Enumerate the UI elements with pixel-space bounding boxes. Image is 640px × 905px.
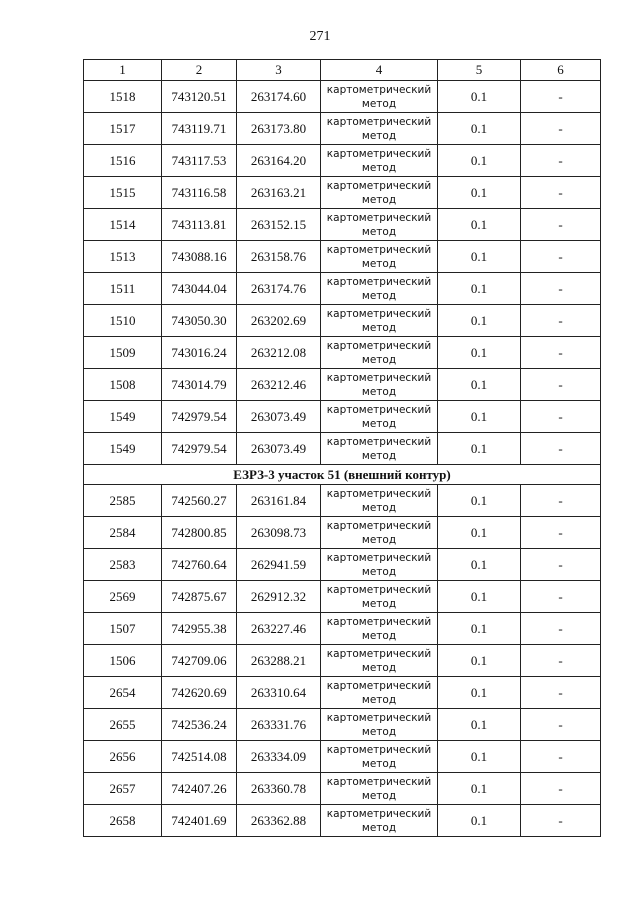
method-line-1: картометрический xyxy=(326,711,432,724)
method-line-2: метод xyxy=(361,129,397,142)
table-row xyxy=(84,433,601,465)
point-id-cell: 1508 xyxy=(84,369,162,401)
method-line-2: метод xyxy=(361,789,397,802)
note-cell: - xyxy=(521,485,601,517)
method-cell xyxy=(321,209,438,241)
x-coordinate-cell: 742979.54 xyxy=(162,433,237,465)
note-cell: - xyxy=(521,145,601,177)
method-cell xyxy=(321,433,438,465)
x-coordinate-cell: 742401.69 xyxy=(162,805,237,837)
point-id-cell: 1507 xyxy=(84,613,162,645)
note-cell: - xyxy=(521,549,601,581)
x-coordinate-cell: 743119.71 xyxy=(162,113,237,145)
method-line-2: метод xyxy=(361,821,397,834)
accuracy-cell: 0.1 xyxy=(438,741,521,773)
x-coordinate-cell: 742760.64 xyxy=(162,549,237,581)
note-cell: - xyxy=(521,369,601,401)
table-header-row xyxy=(84,60,601,81)
point-id-cell: 1506 xyxy=(84,645,162,677)
point-id-cell: 1509 xyxy=(84,337,162,369)
method-cell xyxy=(321,337,438,369)
header-cell: 2 xyxy=(162,60,237,81)
method-line-1: картометрический xyxy=(326,551,432,564)
method-line-1: картометрический xyxy=(326,487,432,500)
table-row xyxy=(84,209,601,241)
method-cell xyxy=(321,485,438,517)
y-coordinate-cell: 263152.15 xyxy=(237,209,321,241)
note-cell: - xyxy=(521,805,601,837)
method-cell xyxy=(321,369,438,401)
x-coordinate-cell: 742979.54 xyxy=(162,401,237,433)
table-row xyxy=(84,369,601,401)
method-line-2: метод xyxy=(361,257,397,270)
y-coordinate-cell: 263161.84 xyxy=(237,485,321,517)
method-cell xyxy=(321,581,438,613)
accuracy-cell: 0.1 xyxy=(438,433,521,465)
x-coordinate-cell: 743050.30 xyxy=(162,305,237,337)
method-cell xyxy=(321,145,438,177)
method-line-1: картометрический xyxy=(326,519,432,532)
method-cell xyxy=(321,613,438,645)
method-line-2: метод xyxy=(361,385,397,398)
accuracy-cell: 0.1 xyxy=(438,177,521,209)
method-cell xyxy=(321,645,438,677)
page-number: 271 xyxy=(309,29,331,44)
point-id-cell: 2657 xyxy=(84,773,162,805)
note-cell: - xyxy=(521,241,601,273)
note-cell: - xyxy=(521,209,601,241)
x-coordinate-cell: 742536.24 xyxy=(162,709,237,741)
method-cell xyxy=(321,401,438,433)
y-coordinate-cell: 263227.46 xyxy=(237,613,321,645)
header-cell: 1 xyxy=(84,60,162,81)
table-row xyxy=(84,549,601,581)
method-line-2: метод xyxy=(361,629,397,642)
accuracy-cell: 0.1 xyxy=(438,305,521,337)
y-coordinate-cell: 263360.78 xyxy=(237,773,321,805)
method-line-1: картометрический xyxy=(326,647,432,660)
y-coordinate-cell: 262941.59 xyxy=(237,549,321,581)
point-id-cell: 1511 xyxy=(84,273,162,305)
accuracy-cell: 0.1 xyxy=(438,805,521,837)
x-coordinate-cell: 742800.85 xyxy=(162,517,237,549)
x-coordinate-cell: 742955.38 xyxy=(162,613,237,645)
method-line-1: картометрический xyxy=(326,807,432,820)
method-line-1: картометрический xyxy=(326,243,432,256)
method-line-1: картометрический xyxy=(326,147,432,160)
note-cell: - xyxy=(521,337,601,369)
note-cell: - xyxy=(521,645,601,677)
table-row xyxy=(84,305,601,337)
point-id-cell: 1510 xyxy=(84,305,162,337)
note-cell: - xyxy=(521,273,601,305)
note-cell: - xyxy=(521,305,601,337)
method-cell xyxy=(321,709,438,741)
method-line-1: картометрический xyxy=(326,115,432,128)
method-line-2: метод xyxy=(361,757,397,770)
note-cell: - xyxy=(521,677,601,709)
x-coordinate-cell: 742407.26 xyxy=(162,773,237,805)
point-id-cell: 2585 xyxy=(84,485,162,517)
method-line-2: метод xyxy=(361,353,397,366)
method-line-1: картометрический xyxy=(326,435,432,448)
header-cell: 3 xyxy=(237,60,321,81)
accuracy-cell: 0.1 xyxy=(438,517,521,549)
method-line-2: метод xyxy=(361,565,397,578)
method-line-2: метод xyxy=(361,661,397,674)
table-row xyxy=(84,517,601,549)
table-row xyxy=(84,401,601,433)
table-row xyxy=(84,177,601,209)
method-cell xyxy=(321,241,438,273)
x-coordinate-cell: 742560.27 xyxy=(162,485,237,517)
method-line-2: метод xyxy=(361,193,397,206)
point-id-cell: 1549 xyxy=(84,433,162,465)
y-coordinate-cell: 263174.76 xyxy=(237,273,321,305)
accuracy-cell: 0.1 xyxy=(438,401,521,433)
note-cell: - xyxy=(521,177,601,209)
note-cell: - xyxy=(521,401,601,433)
y-coordinate-cell: 263288.21 xyxy=(237,645,321,677)
table-row xyxy=(84,273,601,305)
method-line-1: картометрический xyxy=(326,775,432,788)
method-cell xyxy=(321,177,438,209)
method-line-1: картометрический xyxy=(326,179,432,192)
point-id-cell: 2584 xyxy=(84,517,162,549)
method-line-1: картометрический xyxy=(326,743,432,756)
point-id-cell: 1516 xyxy=(84,145,162,177)
note-cell: - xyxy=(521,433,601,465)
y-coordinate-cell: 263163.21 xyxy=(237,177,321,209)
table-row xyxy=(84,773,601,805)
method-line-2: метод xyxy=(361,501,397,514)
table-row xyxy=(84,709,601,741)
table-row xyxy=(84,337,601,369)
method-line-1: картометрический xyxy=(326,339,432,352)
method-line-2: метод xyxy=(361,97,397,110)
y-coordinate-cell: 263212.46 xyxy=(237,369,321,401)
method-line-1: картометрический xyxy=(326,679,432,692)
accuracy-cell: 0.1 xyxy=(438,485,521,517)
x-coordinate-cell: 742875.67 xyxy=(162,581,237,613)
point-id-cell: 1517 xyxy=(84,113,162,145)
method-line-2: метод xyxy=(361,225,397,238)
y-coordinate-cell: 263073.49 xyxy=(237,401,321,433)
method-cell xyxy=(321,741,438,773)
y-coordinate-cell: 263158.76 xyxy=(237,241,321,273)
accuracy-cell: 0.1 xyxy=(438,581,521,613)
method-cell xyxy=(321,305,438,337)
point-id-cell: 1518 xyxy=(84,81,162,113)
y-coordinate-cell: 263310.64 xyxy=(237,677,321,709)
method-line-2: метод xyxy=(361,449,397,462)
point-id-cell: 2656 xyxy=(84,741,162,773)
accuracy-cell: 0.1 xyxy=(438,337,521,369)
note-cell: - xyxy=(521,517,601,549)
point-id-cell: 2658 xyxy=(84,805,162,837)
coordinates-table xyxy=(83,59,601,837)
method-line-1: картометрический xyxy=(326,211,432,224)
accuracy-cell: 0.1 xyxy=(438,369,521,401)
accuracy-cell: 0.1 xyxy=(438,677,521,709)
header-cell: 6 xyxy=(521,60,601,81)
point-id-cell: 2569 xyxy=(84,581,162,613)
table-row xyxy=(84,485,601,517)
note-cell: - xyxy=(521,113,601,145)
method-cell xyxy=(321,677,438,709)
method-line-2: метод xyxy=(361,321,397,334)
accuracy-cell: 0.1 xyxy=(438,273,521,305)
section-title: ЕЗРЗ-3 участок 51 (внешний контур) xyxy=(84,465,601,485)
accuracy-cell: 0.1 xyxy=(438,209,521,241)
x-coordinate-cell: 743117.53 xyxy=(162,145,237,177)
table-body xyxy=(84,81,601,837)
accuracy-cell: 0.1 xyxy=(438,81,521,113)
method-line-2: метод xyxy=(361,417,397,430)
accuracy-cell: 0.1 xyxy=(438,645,521,677)
method-line-2: метод xyxy=(361,725,397,738)
x-coordinate-cell: 743016.24 xyxy=(162,337,237,369)
note-cell: - xyxy=(521,773,601,805)
method-line-1: картометрический xyxy=(326,403,432,416)
y-coordinate-cell: 263164.20 xyxy=(237,145,321,177)
table-row xyxy=(84,145,601,177)
method-line-2: метод xyxy=(361,533,397,546)
y-coordinate-cell: 263362.88 xyxy=(237,805,321,837)
method-cell xyxy=(321,549,438,581)
table-row xyxy=(84,81,601,113)
y-coordinate-cell: 263173.80 xyxy=(237,113,321,145)
table-row xyxy=(84,805,601,837)
table-row xyxy=(84,677,601,709)
x-coordinate-cell: 742514.08 xyxy=(162,741,237,773)
method-cell xyxy=(321,805,438,837)
table-row xyxy=(84,113,601,145)
method-line-2: метод xyxy=(361,597,397,610)
table-row xyxy=(84,241,601,273)
table-row xyxy=(84,613,601,645)
y-coordinate-cell: 263334.09 xyxy=(237,741,321,773)
point-id-cell: 2654 xyxy=(84,677,162,709)
method-line-1: картометрический xyxy=(326,83,432,96)
y-coordinate-cell: 263331.76 xyxy=(237,709,321,741)
point-id-cell: 1549 xyxy=(84,401,162,433)
note-cell: - xyxy=(521,81,601,113)
point-id-cell: 1514 xyxy=(84,209,162,241)
table-row xyxy=(84,645,601,677)
accuracy-cell: 0.1 xyxy=(438,113,521,145)
accuracy-cell: 0.1 xyxy=(438,709,521,741)
point-id-cell: 1513 xyxy=(84,241,162,273)
point-id-cell: 2655 xyxy=(84,709,162,741)
y-coordinate-cell: 263073.49 xyxy=(237,433,321,465)
header-cell: 4 xyxy=(321,60,438,81)
method-cell xyxy=(321,113,438,145)
x-coordinate-cell: 742620.69 xyxy=(162,677,237,709)
y-coordinate-cell: 263212.08 xyxy=(237,337,321,369)
method-cell xyxy=(321,517,438,549)
note-cell: - xyxy=(521,613,601,645)
table-row xyxy=(84,581,601,613)
method-line-1: картометрический xyxy=(326,615,432,628)
x-coordinate-cell: 743044.04 xyxy=(162,273,237,305)
accuracy-cell: 0.1 xyxy=(438,549,521,581)
note-cell: - xyxy=(521,709,601,741)
method-cell xyxy=(321,773,438,805)
x-coordinate-cell: 742709.06 xyxy=(162,645,237,677)
y-coordinate-cell: 262912.32 xyxy=(237,581,321,613)
y-coordinate-cell: 263174.60 xyxy=(237,81,321,113)
note-cell: - xyxy=(521,741,601,773)
table-row xyxy=(84,741,601,773)
method-line-1: картометрический xyxy=(326,307,432,320)
accuracy-cell: 0.1 xyxy=(438,241,521,273)
accuracy-cell: 0.1 xyxy=(438,145,521,177)
y-coordinate-cell: 263202.69 xyxy=(237,305,321,337)
accuracy-cell: 0.1 xyxy=(438,773,521,805)
method-line-2: метод xyxy=(361,161,397,174)
method-line-1: картометрический xyxy=(326,275,432,288)
y-coordinate-cell: 263098.73 xyxy=(237,517,321,549)
method-line-1: картометрический xyxy=(326,371,432,384)
method-line-1: картометрический xyxy=(326,583,432,596)
point-id-cell: 1515 xyxy=(84,177,162,209)
point-id-cell: 2583 xyxy=(84,549,162,581)
note-cell: - xyxy=(521,581,601,613)
x-coordinate-cell: 743088.16 xyxy=(162,241,237,273)
x-coordinate-cell: 743116.58 xyxy=(162,177,237,209)
method-line-2: метод xyxy=(361,289,397,302)
method-line-2: метод xyxy=(361,693,397,706)
accuracy-cell: 0.1 xyxy=(438,613,521,645)
x-coordinate-cell: 743014.79 xyxy=(162,369,237,401)
method-cell xyxy=(321,81,438,113)
x-coordinate-cell: 743113.81 xyxy=(162,209,237,241)
header-cell: 5 xyxy=(438,60,521,81)
method-cell xyxy=(321,273,438,305)
section-title-row xyxy=(84,465,601,485)
x-coordinate-cell: 743120.51 xyxy=(162,81,237,113)
